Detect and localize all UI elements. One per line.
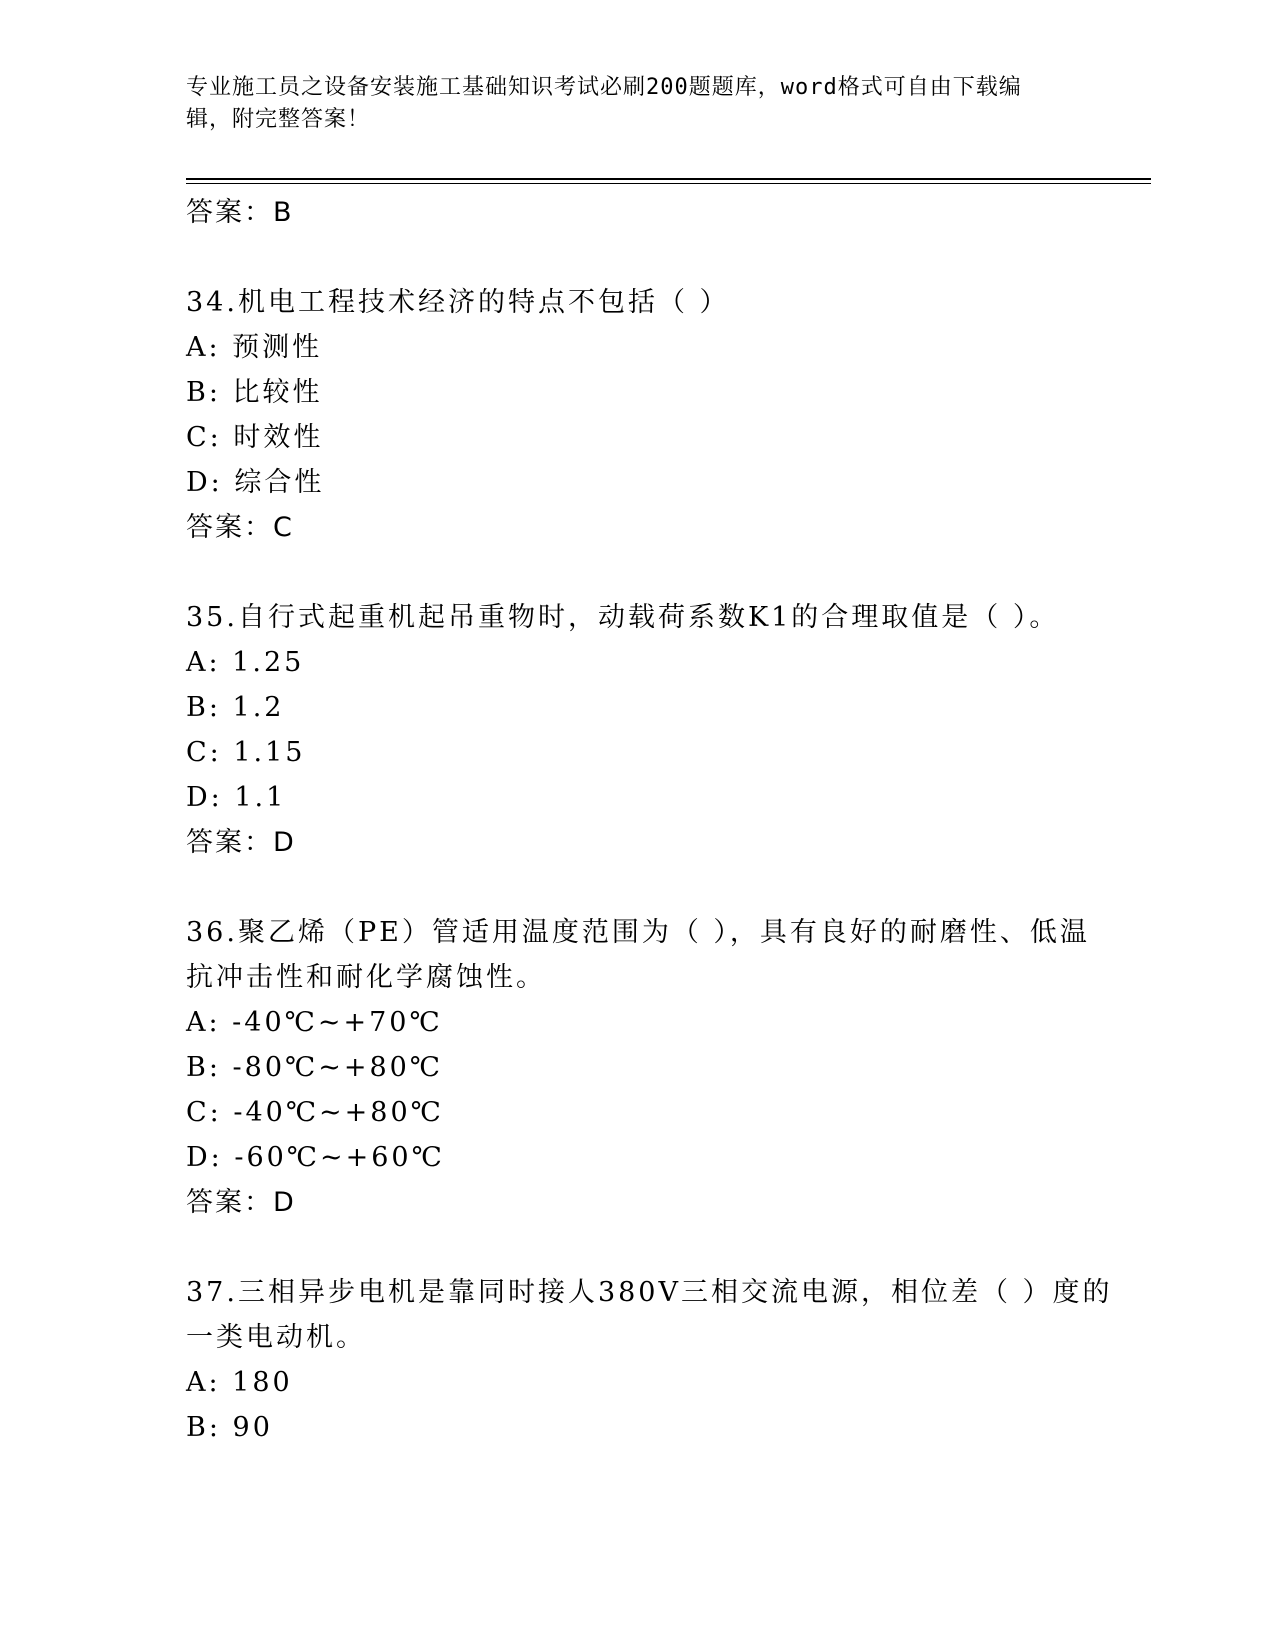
answer-line: 答案：C: [186, 512, 294, 543]
document-header: 专业施工员之设备安装施工基础知识考试必刷200题题库，word格式可自由下载编辑，附完整答案！: [186, 75, 1022, 132]
option-d: D: 1.1: [186, 782, 287, 813]
question-text: 36.聚乙烯（PE）管适用温度范围为（ ），具有良好的耐磨性、低温: [186, 917, 1090, 948]
option-b: B: 比较性: [186, 377, 323, 408]
option-a: A: 1.25: [186, 647, 305, 678]
option-d: D: -60℃~+60℃: [186, 1142, 445, 1173]
spacer: [186, 235, 1086, 280]
option-c: C: -40℃~+80℃: [186, 1097, 444, 1128]
question-text-continued: 一类电动机。: [186, 1322, 366, 1353]
question-text: 35.自行式起重机起吊重物时，动载荷系数K1的合理取值是（ ）。: [186, 602, 1060, 633]
spacer: [186, 1225, 1086, 1270]
header-divider: [186, 178, 1151, 180]
option-a: A: 预测性: [186, 332, 323, 363]
answer-line: 答案：B: [186, 197, 294, 228]
question-text: 37.三相异步电机是靠同时接人380V三相交流电源，相位差（ ）度的: [186, 1277, 1113, 1308]
question-text: 34.机电工程技术经济的特点不包括（ ）: [186, 287, 730, 318]
answer-line: 答案：D: [186, 1187, 296, 1218]
header-divider-thin: [186, 183, 1151, 184]
option-b: B: 90: [186, 1412, 273, 1443]
option-d: D: 综合性: [186, 467, 325, 498]
answer-line: 答案：D: [186, 827, 296, 858]
option-c: C: 1.15: [186, 737, 306, 768]
spacer: [186, 550, 1086, 595]
option-c: C: 时效性: [186, 422, 324, 453]
option-b: B: 1.2: [186, 692, 285, 723]
option-a: A: 180: [186, 1367, 293, 1398]
option-b: B: -80℃~+80℃: [186, 1052, 444, 1083]
question-list: [186, 190, 1113, 1450]
question-text-continued: 抗冲击性和耐化学腐蚀性。: [186, 962, 546, 993]
option-a: A: -40℃~+70℃: [186, 1007, 443, 1038]
spacer: [186, 865, 1086, 910]
